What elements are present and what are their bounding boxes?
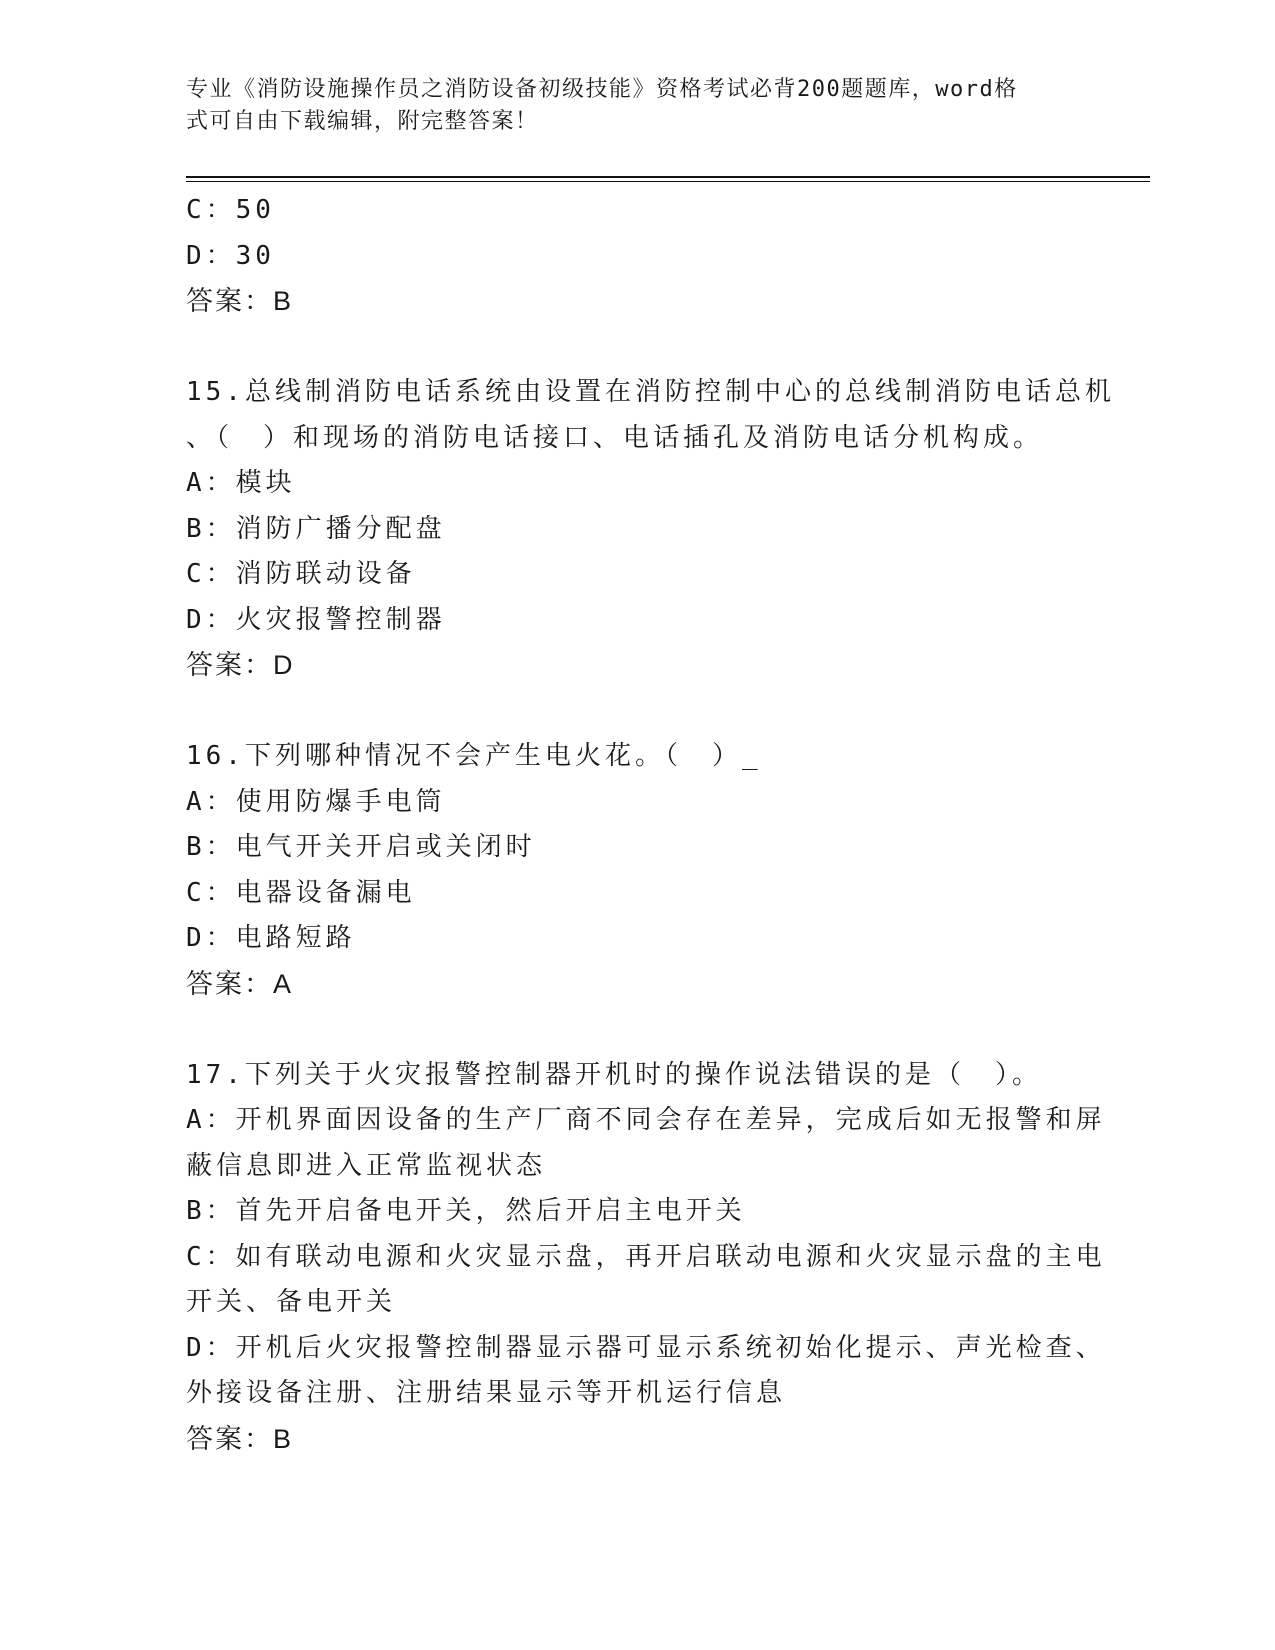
option-a: A：模块 [186,468,296,498]
spacer [186,689,1066,735]
option-c: C：电器设备漏电 [186,877,416,908]
option-b: B：消防广播分配盘 [186,513,446,544]
option-a-cont: 蔽信息即进入正常监视状态 [186,1150,547,1181]
question-stem: 17.下列关于火灾报警控制器开机时的操作说法错误的是（ ）。 [186,1059,1042,1090]
header-line-2: 式可自由下载编辑，附完整答案！ [186,109,539,134]
question-stem: 15.总线制消防电话系统由设置在消防控制中心的总线制消防电话总机 [186,377,1115,407]
option-d-cont: 外接设备注册、注册结果显示等开机运行信息 [186,1378,787,1408]
question-16 [186,734,1066,1007]
option-a: A：使用防爆手电筒 [186,786,446,817]
option-a: A：开机界面因设备的生产厂商不同会存在差异，完成后如无报警和屏 [186,1105,1106,1135]
question-15 [186,370,1115,689]
option-d: D：电路短路 [186,923,356,953]
header-line-1: 专业《消防设施操作员之消防设备初级技能》资格考试必背200题题库，word格 [186,77,1018,102]
answer-line: 答案：B [186,286,294,316]
header-divider-thin [186,181,1150,182]
question-stem: 16.下列哪种情况不会产生电火花。（ ）_ [186,741,762,771]
option-d: D：开机后火灾报警控制器显示器可显示系统初始化提示、声光检查、 [186,1332,1106,1363]
page-header [186,74,1066,138]
option-c: C：50 [186,195,275,225]
option-c: C：消防联动设备 [186,559,416,589]
question-previous [186,188,1066,325]
option-c: C：如有联动电源和火灾显示盘，再开启联动电源和火灾显示盘的主电 [186,1241,1106,1272]
question-stem-cont: 、（ ）和现场的消防电话接口、电话插孔及消防电话分机构成。 [186,422,1044,453]
option-c-cont: 开关、备电开关 [186,1287,397,1317]
answer-line: 答案：B [186,1423,294,1454]
question-17 [186,1053,1106,1463]
option-d: D：30 [186,240,275,271]
answer-line: 答案：D [186,650,295,680]
question-list [186,188,1115,1462]
option-b: B：电气开关开启或关闭时 [186,832,536,862]
header-divider-thick [186,176,1150,178]
option-d: D：火灾报警控制器 [186,604,446,635]
spacer [186,1007,1066,1053]
spacer [186,325,1066,371]
option-b: B：首先开启备电开关，然后开启主电开关 [186,1196,746,1226]
answer-line: 答案：A [186,968,294,999]
